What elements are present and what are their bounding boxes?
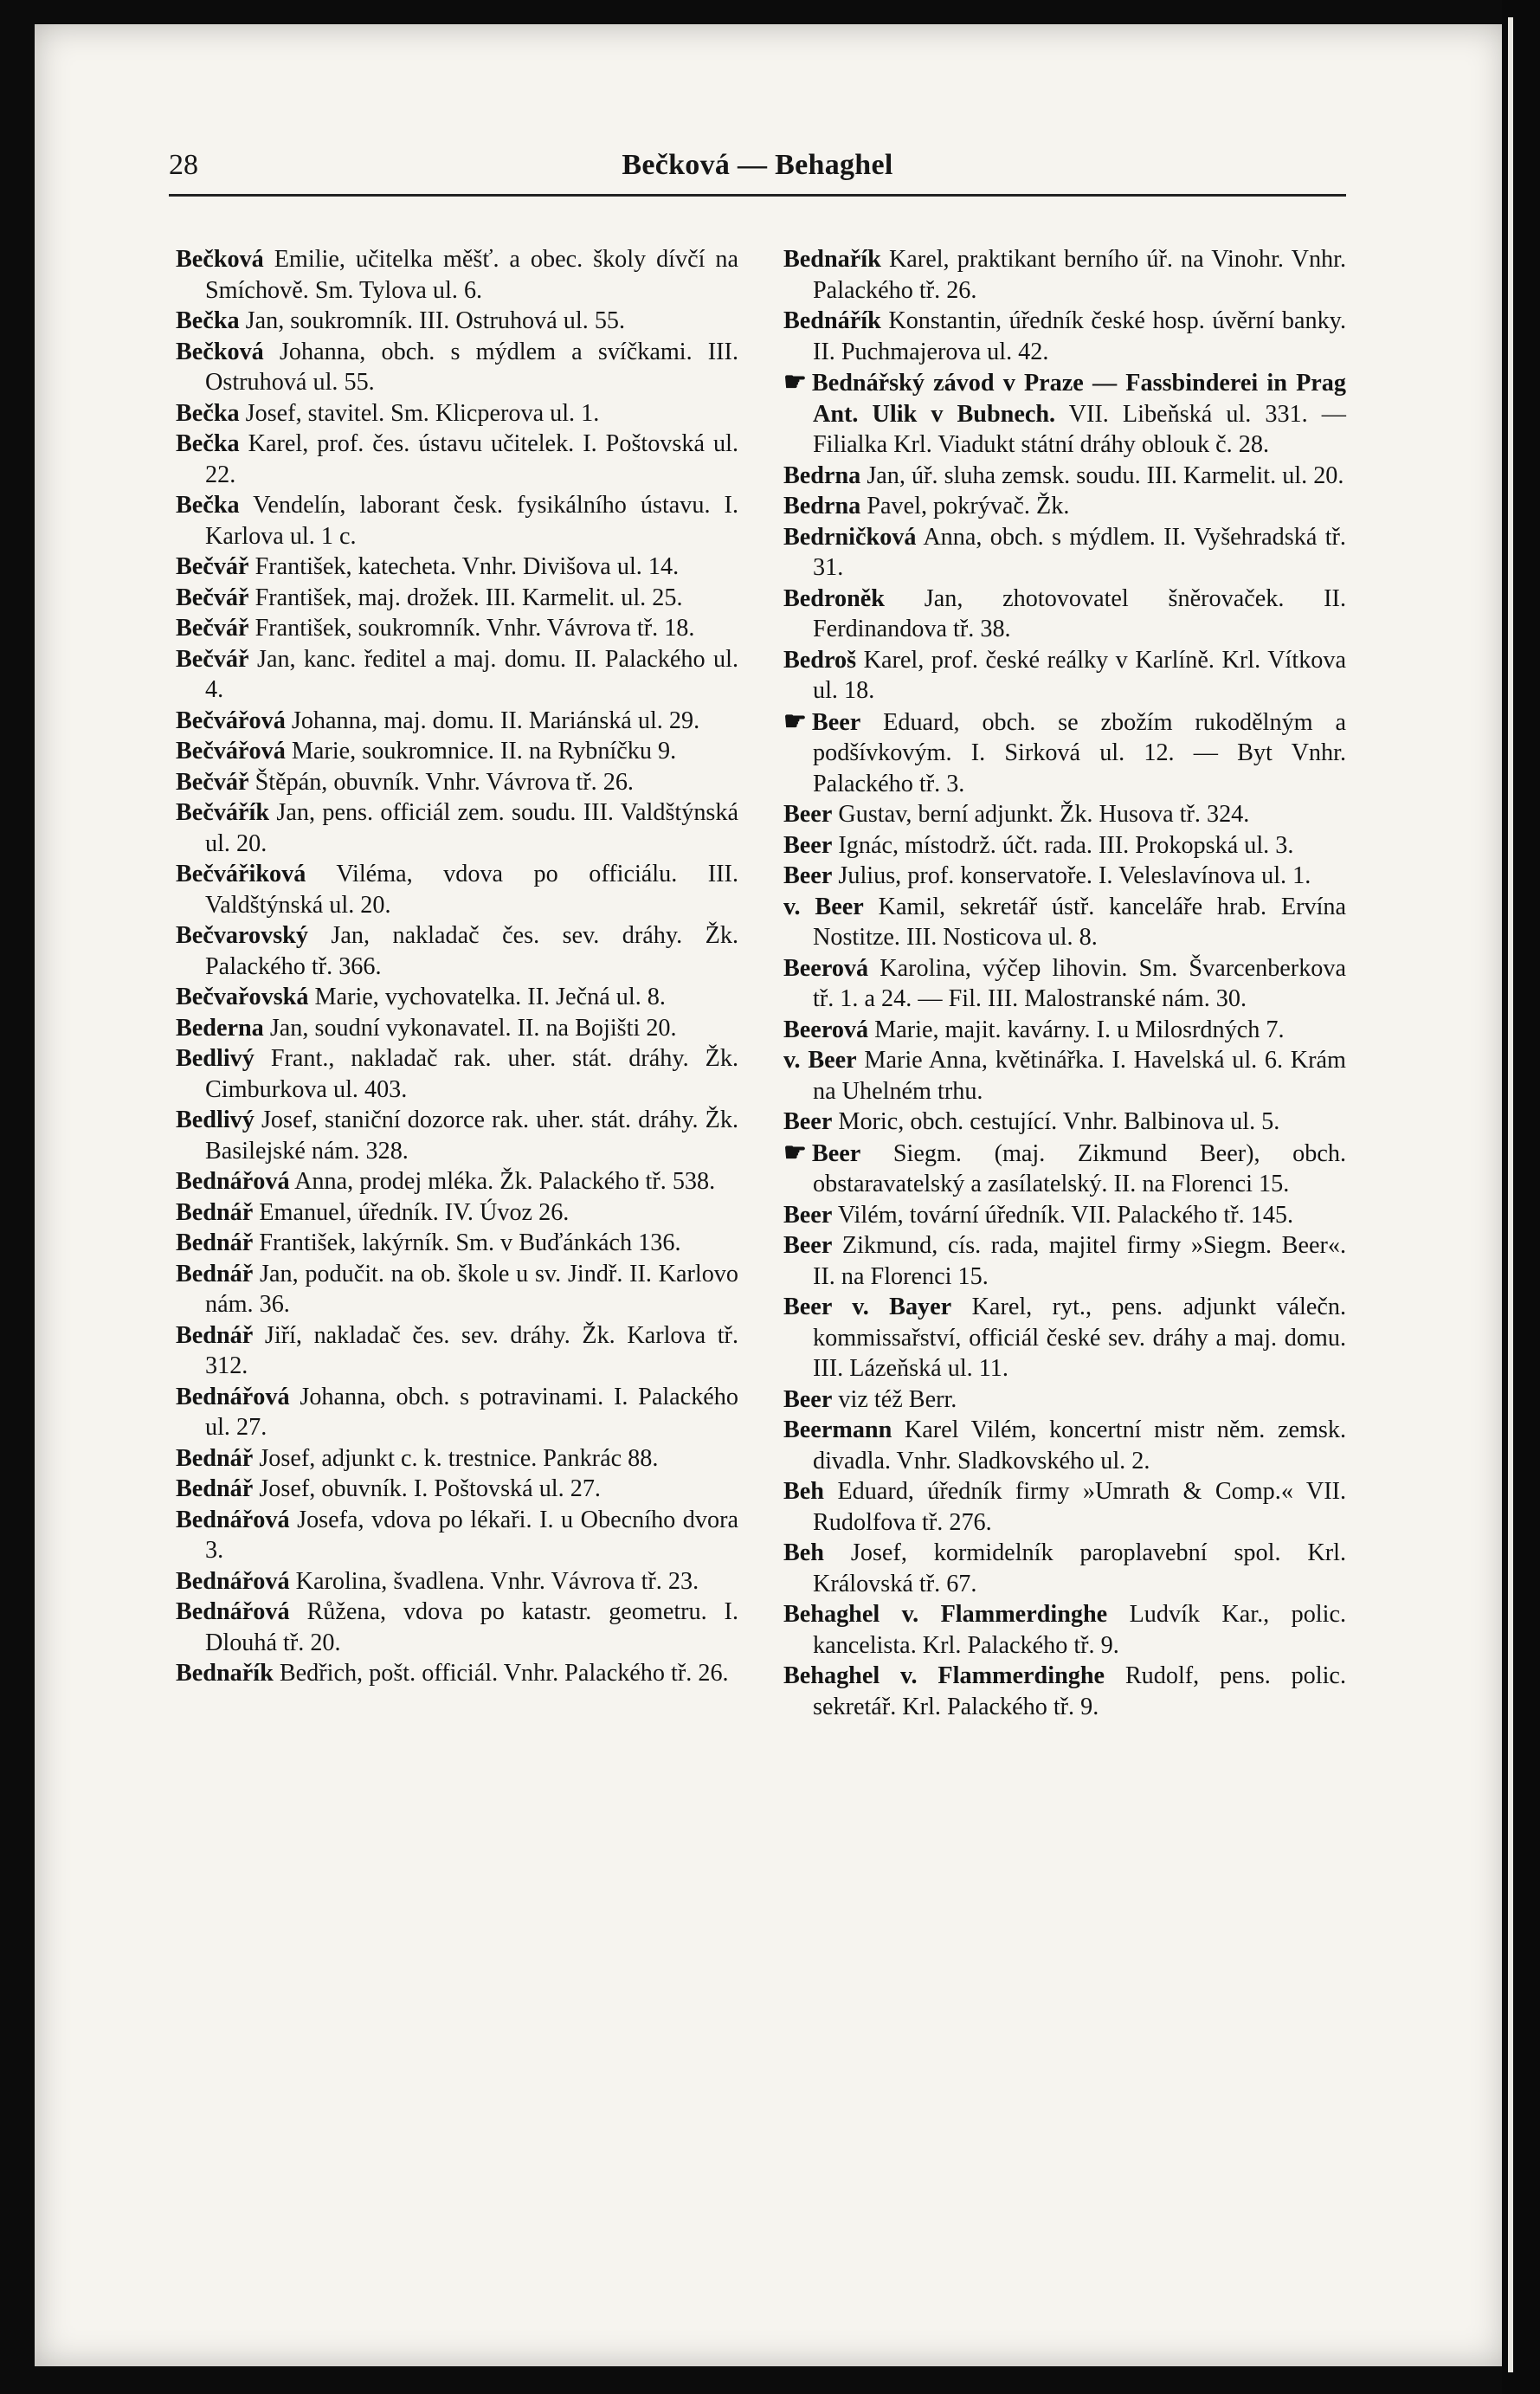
entry-surname: Beermann — [783, 1416, 892, 1443]
entry-details: Karel, prof. české reálky v Karlíně. Krl. Vítkova ul. 18. — [813, 646, 1347, 704]
directory-entry — [783, 1107, 1346, 1138]
entry-surname: Bečková — [176, 338, 264, 365]
entry-details: Marie, majit. kavárny. I. u Milosrdných 7. — [874, 1016, 1285, 1043]
entry-surname: Beer — [783, 1232, 833, 1259]
entry-details: Jan, zhotovovatel šněrovaček. II. Ferdinandova tř. 38. — [813, 584, 1346, 642]
directory-entry — [176, 1320, 738, 1382]
entry-details: Josef, staniční dozorce rak. uher. stát. dráhy. Žk. Basilejské nám. 328. — [205, 1107, 738, 1165]
directory-entry — [783, 707, 1346, 800]
entry-details: Anna, prodej mléka. Žk. Palackého tř. 538. — [294, 1168, 716, 1195]
directory-entry — [783, 1015, 1346, 1046]
entry-details: Viléma, vdova po officiálu. III. Valdštýnská ul. 20. — [205, 861, 738, 919]
directory-entry — [176, 337, 738, 398]
entry-details: Eduard, obch. se zbožím rukodělným a podšívkovým. I. Sirková ul. 12. — Byt Vnhr. Palackého tř. 3. — [813, 708, 1346, 797]
entry-surname: Bečvářová — [176, 707, 286, 734]
entry-details: František, maj. drožek. III. Karmelit. ul. 25. — [255, 584, 683, 611]
directory-entry — [783, 953, 1346, 1015]
entry-details: Ignác, místodrž. účt. rada. III. Prokopská ul. 3. — [838, 831, 1294, 859]
entry-details: Kamil, sekretář ústř. kanceláře hrab. Ervína Nostitze. III. Nosticova ul. 8. — [813, 893, 1347, 951]
entry-surname: Beh — [783, 1539, 824, 1566]
directory-entry — [176, 1166, 738, 1197]
entry-details: Josef, obuvník. I. Poštovská ul. 27. — [259, 1475, 601, 1502]
entry-details: Rudolf, pens. polic. sekretář. Krl. Palackého tř. 9. — [813, 1662, 1346, 1720]
directory-entry — [176, 1043, 738, 1105]
entry-surname: Beer — [811, 708, 861, 736]
entry-surname: Bečvář — [176, 553, 249, 580]
entry-details: Karel Vilém, koncertní mistr něm. zemsk. divadla. Vnhr. Sladkovského ul. 2. — [813, 1416, 1347, 1474]
entry-details: Josef, kormidelník paroplavební spol. Krl. Královská tř. 67. — [813, 1539, 1346, 1597]
entry-surname: Bečvář — [176, 584, 249, 611]
directory-entry — [783, 1661, 1346, 1722]
entry-surname: Bednář — [176, 1475, 254, 1502]
directory-entry — [176, 398, 738, 429]
entry-details: Karel, prof. čes. ústavu učitelek. I. Poštovská ul. 22. — [205, 430, 738, 488]
entry-surname: v. Beer — [783, 893, 864, 920]
entry-details: Johanna, obch. s mýdlem a svíčkami. III. Ostruhová ul. 55. — [205, 338, 738, 396]
entry-details: Josef, stavitel. Sm. Klicperova ul. 1. — [245, 399, 600, 427]
entry-surname: Beer — [811, 1139, 861, 1167]
entry-surname: Bednářová — [176, 1506, 290, 1533]
entry-surname: Bečka — [176, 399, 240, 427]
entry-surname: Beer — [783, 1108, 833, 1135]
entry-details: Karel, praktikant berního úř. na Vinohr. Vnhr. Palackého tř. 26. — [813, 246, 1347, 304]
directory-entry — [176, 244, 738, 306]
entry-details: Josef, adjunkt c. k. trestnice. Pankrác 88. — [259, 1444, 659, 1472]
entry-surname: Bedlivý — [176, 1045, 255, 1072]
directory-entry — [176, 1474, 738, 1505]
entry-details: Johanna, obch. s potravinami. I. Palackého ul. 27. — [205, 1383, 738, 1441]
running-header — [169, 149, 1346, 184]
entry-details: Ludvík Kar., polic. kancelista. Krl. Palackého tř. 9. — [813, 1601, 1347, 1659]
entry-surname: Beer — [783, 1201, 833, 1229]
entry-details: Zikmund, cís. rada, majitel firmy »Siegm. Beer«. II. na Florenci 15. — [813, 1232, 1346, 1290]
entry-details: Marie, vychovatelka. II. Ječná ul. 8. — [314, 984, 666, 1010]
directory-entry — [783, 861, 1346, 892]
directory-entry — [176, 1597, 738, 1658]
directory-entry — [176, 1013, 738, 1044]
entry-details: Josefa, vdova po lékaři. I. u Obecního dvora 3. — [205, 1506, 738, 1564]
left-column — [176, 244, 738, 1689]
directory-entry — [176, 583, 738, 614]
entry-details: Jan, podučit. na ob. škole u sv. Jindř. II. Karlovo nám. 36. — [205, 1260, 738, 1318]
entry-details: Štěpán, obuvník. Vnhr. Vávrova tř. 26. — [255, 768, 634, 796]
directory-entry — [176, 1443, 738, 1474]
entry-details: Siegm. (maj. Zikmund Beer), obch. obstaravatelský a zasílatelský. II. na Florenci 15. — [813, 1139, 1346, 1197]
entry-details: Jiří, nakladač čes. sev. dráhy. Žk. Karlova tř. 312. — [205, 1321, 738, 1379]
directory-entry — [176, 644, 738, 706]
entry-surname: Bečvářová — [176, 738, 286, 765]
entry-surname: Bečková — [176, 246, 264, 273]
directory-entry — [783, 1476, 1346, 1538]
directory-entry — [783, 1415, 1346, 1476]
entry-details: Moric, obch. cestující. Vnhr. Balbinova ul. 5. — [838, 1108, 1280, 1135]
entry-surname: Behaghel v. Flammerdinghe — [783, 1601, 1108, 1628]
entry-surname: Bedroš — [783, 646, 857, 674]
entry-surname: Beer — [783, 801, 833, 828]
directory-entry — [176, 490, 738, 552]
entry-details: Gustav, berní adjunkt. Žk. Husova tř. 324. — [838, 801, 1250, 828]
entry-details: Jan, nakladač čes. sev. dráhy. Žk. Palackého tř. 366. — [205, 922, 739, 980]
entry-surname: Bedrna — [783, 493, 861, 519]
entry-details: Emanuel, úředník. IV. Úvoz 26. — [259, 1198, 570, 1226]
entry-surname: v. Beer — [783, 1047, 857, 1074]
entry-surname: Beh — [783, 1478, 824, 1505]
header-rule — [169, 194, 1346, 197]
directory-entry — [176, 1505, 738, 1566]
entry-details: Pavel, pokrývač. Žk. — [867, 493, 1070, 519]
directory-entry — [783, 799, 1346, 830]
directory-entry — [176, 1197, 738, 1229]
directory-entry — [176, 982, 738, 1013]
directory-entry — [783, 892, 1346, 953]
pointing-hand-icon: ☛ — [783, 707, 807, 736]
pointing-hand-icon: ☛ — [783, 1138, 807, 1167]
directory-entry — [783, 491, 1346, 522]
entry-details: viz též Berr. — [838, 1385, 957, 1413]
entry-surname: Bedrna — [783, 461, 861, 489]
entry-details: Emilie, učitelka měšť. a obec. školy dívčí na Smíchově. Sm. Tylova ul. 6. — [205, 246, 738, 304]
entry-details: Jan, soudní vykonavatel. II. na Bojišti 20. — [269, 1014, 677, 1042]
directory-entry — [176, 767, 738, 798]
entry-surname: Bečka — [176, 307, 240, 334]
directory-entry — [176, 920, 738, 982]
directory-entry — [783, 1292, 1346, 1384]
entry-details: Jan, soukromník. III. Ostruhová ul. 55. — [245, 307, 626, 334]
entry-surname: Bečvář — [176, 645, 249, 673]
entry-surname: Beer v. Bayer — [783, 1294, 952, 1320]
directory-entry — [783, 1200, 1346, 1231]
directory-entry — [176, 613, 738, 644]
entry-details: Jan, úř. sluha zemsk. soudu. III. Karmelit. ul. 20. — [867, 461, 1344, 489]
entry-surname: Bednařík — [783, 246, 881, 273]
entry-surname: Bednářová — [176, 1598, 290, 1625]
entry-surname: Beer — [783, 862, 833, 889]
directory-entry — [783, 1538, 1346, 1599]
directory-entry — [176, 1105, 738, 1166]
directory-entry — [783, 522, 1346, 584]
entry-details: Karel, ryt., pens. adjunkt válečn. kommissařství, officiál české sev. dráhy a maj. domu. III. Lázeňská ul. 11. — [813, 1294, 1347, 1382]
entry-details: Karolina, švadlena. Vnhr. Vávrova tř. 23. — [295, 1567, 699, 1595]
page-title: Bečková — Behaghel — [622, 149, 893, 181]
directory-entry — [783, 645, 1346, 707]
directory-entry — [176, 1566, 738, 1597]
entry-surname: Bednařík — [176, 1660, 274, 1687]
entry-details: Karolina, výčep lihovin. Sm. Švarcenberkova tř. 1. a 24. — Fil. III. Malostranské nám. 30. — [813, 954, 1346, 1012]
entry-details: František, lakýrník. Sm. v Buďánkách 136. — [259, 1229, 681, 1256]
entry-surname: Bečvarovský — [176, 922, 308, 949]
page-edge — [1508, 17, 1513, 2372]
page-number: 28 — [169, 149, 198, 181]
entry-surname: Behaghel v. Flammerdinghe — [783, 1662, 1105, 1689]
entry-surname: Bednář — [176, 1444, 254, 1472]
entry-surname: Bednář — [176, 1321, 254, 1349]
entry-surname: Beerová — [783, 954, 869, 982]
entry-details: Jan, kanc. ředitel a maj. domu. II. Palackého ul. 4. — [205, 645, 739, 703]
entry-details: Jan, pens. officiál zem. soudu. III. Valdštýnská ul. 20. — [205, 799, 739, 857]
entry-surname: Bederna — [176, 1014, 264, 1042]
directory-entry — [176, 706, 738, 737]
entry-details: Anna, obch. s mýdlem. II. Vyšehradská tř. 31. — [813, 523, 1346, 581]
directory-entry — [176, 736, 738, 767]
entry-surname: Bednářský závod v Praze — Fassbinderei in Prag Ant. Ulik v Bubnech. — [811, 370, 1346, 428]
right-column — [783, 244, 1346, 1722]
entry-details: Vilém, tovární úředník. VII. Palackého tř. 145. — [837, 1201, 1294, 1229]
directory-entry — [176, 797, 738, 859]
entry-details: Růžena, vdova po katastr. geometru. I. Dlouhá tř. 20. — [205, 1598, 738, 1656]
entry-surname: Bednářík — [783, 307, 881, 334]
entry-details: Eduard, úředník firmy »Umrath & Comp.« VII. Rudolfova tř. 276. — [813, 1478, 1347, 1536]
directory-entry — [176, 429, 738, 490]
directory-entry — [783, 1045, 1346, 1107]
directory-entry — [783, 461, 1346, 492]
directory-entry — [783, 367, 1346, 461]
entry-surname: Beerová — [783, 1016, 869, 1043]
directory-entry — [783, 306, 1346, 367]
entry-surname: Bečka — [176, 492, 240, 519]
directory-entry — [783, 1230, 1346, 1292]
entry-details: Vendelín, laborant česk. fysikálního ústavu. I. Karlova ul. 1 c. — [205, 492, 738, 550]
entry-surname: Bednář — [176, 1198, 254, 1226]
entry-surname: Bečvařovská — [176, 984, 309, 1010]
entry-details: František, soukromník. Vnhr. Vávrova tř. 18. — [255, 615, 695, 642]
directory-entry — [176, 1228, 738, 1259]
directory-entry — [176, 1259, 738, 1320]
entry-surname: Bečvářiková — [176, 861, 306, 887]
directory-entry — [783, 1384, 1346, 1416]
directory-entry — [176, 1658, 738, 1689]
directory-entry — [176, 306, 738, 337]
entry-surname: Bednářová — [176, 1383, 290, 1410]
entry-surname: Bednář — [176, 1229, 254, 1256]
entry-surname: Beer — [783, 831, 833, 859]
entry-surname: Bečka — [176, 430, 240, 457]
entry-surname: Bečvář — [176, 615, 249, 642]
entry-details: Johanna, maj. domu. II. Mariánská ul. 29. — [291, 707, 700, 734]
entry-surname: Beer — [783, 1385, 833, 1413]
entry-surname: Bednářová — [176, 1168, 290, 1195]
entry-surname: Bečvářík — [176, 799, 270, 826]
directory-entry — [176, 552, 738, 583]
entry-details: VII. Libeňská ul. 331. — Filialka Krl. Viadukt státní dráhy oblouk č. 28. — [813, 400, 1346, 458]
pointing-hand-icon: ☛ — [783, 368, 807, 397]
entry-details: Julius, prof. konservatoře. I. Veleslavínova ul. 1. — [838, 862, 1311, 889]
directory-entry — [783, 584, 1346, 645]
entry-details: Bedřich, pošt. officiál. Vnhr. Palackého tř. 26. — [279, 1660, 729, 1687]
entry-details: Marie, soukromnice. II. na Rybníčku 9. — [291, 738, 677, 765]
entry-surname: Bedroněk — [783, 584, 885, 612]
entry-surname: Bednář — [176, 1260, 254, 1287]
entry-surname: Bedrničková — [783, 523, 917, 551]
directory-entry — [783, 244, 1346, 306]
entry-details: Konstantin, úředník české hosp. úvěrní banky. II. Puchmajerova ul. 42. — [813, 307, 1346, 365]
entry-details: Marie Anna, květinářka. I. Havelská ul. 6. Krám na Uhelném trhu. — [813, 1047, 1346, 1105]
directory-entry — [783, 1599, 1346, 1661]
directory-entry — [783, 1138, 1346, 1200]
directory-entry — [176, 859, 738, 920]
entry-details: František, katecheta. Vnhr. Divišova ul. 14. — [255, 553, 680, 580]
entry-surname: Bečvář — [176, 768, 249, 796]
directory-entry — [783, 830, 1346, 861]
entry-details: Frant., nakladač rak. uher. stát. dráhy. Žk. Cimburkova ul. 403. — [205, 1045, 739, 1103]
directory-entry — [176, 1382, 738, 1443]
entry-surname: Bednářová — [176, 1567, 290, 1595]
entry-surname: Bedlivý — [176, 1107, 255, 1133]
